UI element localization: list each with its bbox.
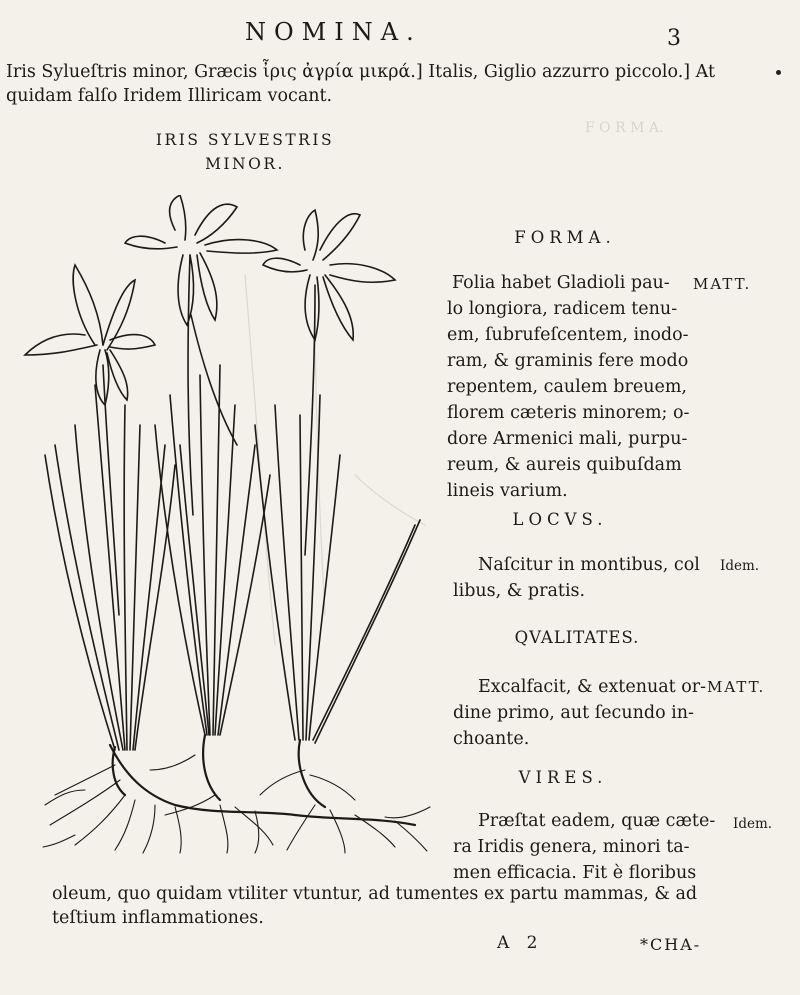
text-line: lo longiora, radicem tenu- [447,299,678,319]
text-line: Naſcitur in montibus, col [478,555,700,575]
text-line: dine primo, aut ſecundo in- [453,703,694,723]
margin-note: Idem. [733,816,773,832]
iris-woodcut-icon [15,195,435,855]
section-heading-qualitates: QVALITATES. [514,628,640,647]
signature-mark: A 2 [497,933,544,953]
catchword: *CHA- [640,935,702,954]
text-line: repentem, caulem breuem, [447,377,687,397]
text-line: men efficacia. Fit è floribus [453,863,697,883]
intro-line: Iris Sylueſtris minor, Græcis ἶρις ἀγρία μικρά.] Italis, Giglio azzurro piccolo.] At [6,62,716,82]
text-line: choante. [453,729,530,749]
section-heading-forma: FORMA. [514,228,616,247]
text-line: libus, & pratis. [453,581,586,601]
section-heading-vires: VIRES. [518,768,608,787]
text-line: ra Iridis genera, minori ta- [453,837,690,857]
text-line: lineis varium. [447,481,568,501]
intro-line: quidam falſo Iridem Illiricam vocant. [6,86,333,106]
margin-note: Idem. [720,558,760,574]
text-line: ram, & graminis fere modo [447,351,689,371]
text-line: Excalfacit, & extenuat or- [478,677,707,697]
text-line: florem cæteris minorem; o- [447,403,690,423]
margin-note: MATT. [693,275,752,293]
text-line: Folia habet Gladioli pau- [452,273,670,293]
text-line: em, ſubrufeſcentem, inodo- [447,325,689,345]
text-line: teſtium inflammationes. [52,908,264,928]
figure-caption: IRIS SYLVESTRIS [155,131,335,149]
figure-caption: MINOR. [205,155,285,173]
bleed-through-text: F O R M A. [585,120,664,136]
text-line: dore Armenici mali, purpu- [447,429,688,449]
text-line: Præſtat eadem, quæ cæte- [478,811,716,831]
margin-note: MATT. [707,678,766,696]
section-heading-locus: LOCVS. [512,510,608,529]
text-line: oleum, quo quidam vtiliter vtuntur, ad tumentes ex partu mammas, & ad [52,884,698,904]
text-line: reum, & aureis quibuſdam [447,455,682,475]
page-number: 3 [667,26,681,51]
ink-speck [776,70,781,75]
running-head: NOMINA. [245,18,422,46]
